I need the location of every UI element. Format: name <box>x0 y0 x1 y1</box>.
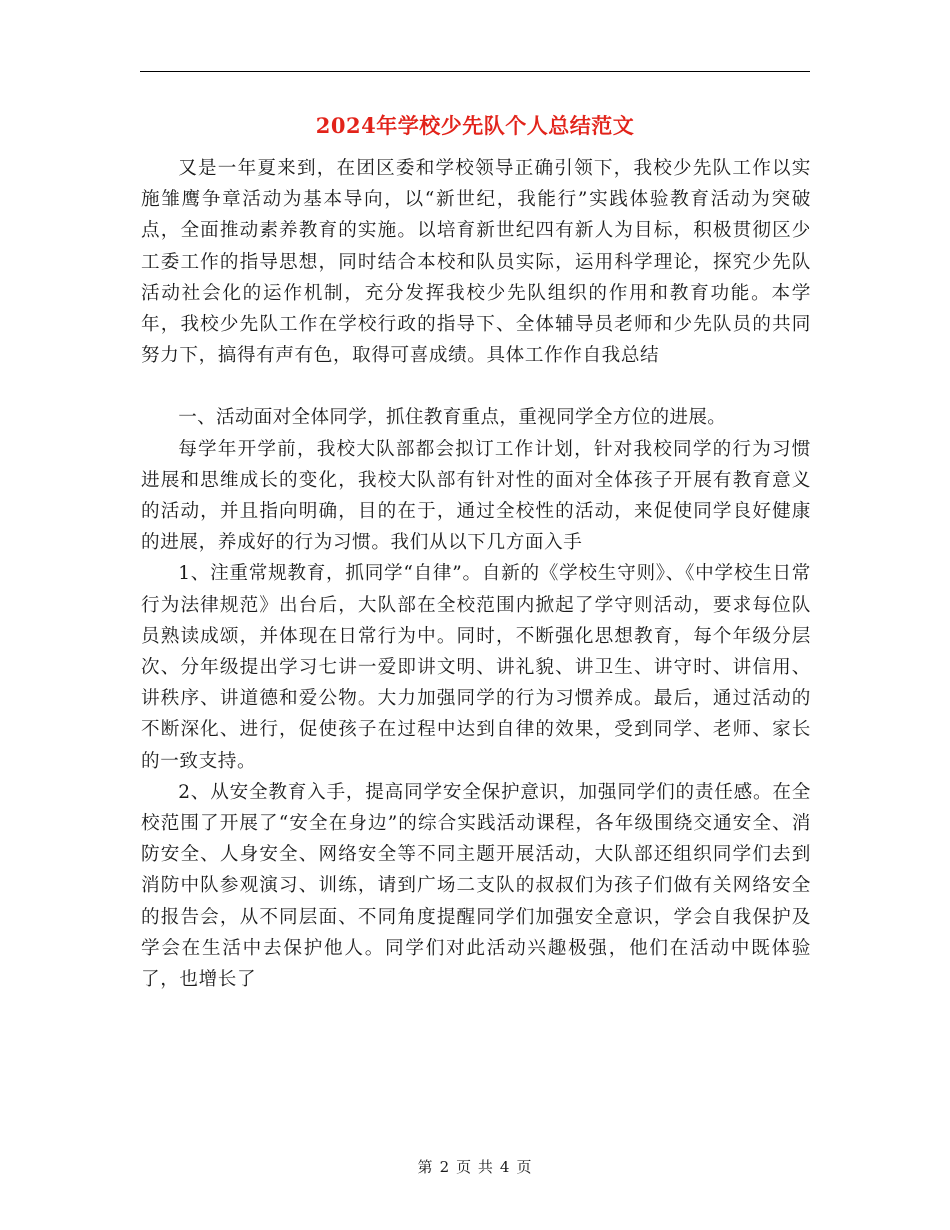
document-body <box>141 153 811 995</box>
intro-paragraph: 又是一年夏来到，在团区委和学校领导正确引领下，我校少先队工作以实施雏鹰争章活动为基本导向，以“新世纪，我能行”实践体验教育活动为突破点，全面推动素养教育的实施。以培育新世纪四有新人为目标，积极贯彻区少工委工作的指导思想，同时结合本校和队员实际，运用科学理论，探究少先队活动社会化的运作机制，充分发挥我校少先队组织的作用和教育功能。本学年，我校少先队工作在学校行政的指导下、全体辅导员老师和少先队员的共同努力下，搞得有声有色，取得可喜成绩。具体工作作自我总结 <box>141 158 811 367</box>
paragraph-spacer <box>141 371 811 402</box>
section-body-paragraph: 每学年开学前，我校大队部都会拟订工作计划，针对我校同学的行为习惯进展和思维成长的变化，我校大队部有针对性的面对全体孩子开展有教育意义的活动，并且指向明确，目的在于，通过全校性的活动，来促使同学良好健康的进展，养成好的行为习惯。我们从以下几方面入手 <box>141 438 811 554</box>
header-rule <box>140 71 810 72</box>
page-suffix: 页 <box>516 1158 533 1176</box>
page-prefix: 第 <box>417 1158 434 1176</box>
document-title: 2024年学校少先队个人总结范文 <box>315 113 635 138</box>
list-item-paragraph: 2、从安全教育入手，提高同学安全保护意识，加强同学们的责任感。在全校范围了开展了“安全在身边”的综合实践活动课程，各年级围绕交通安全、消防安全、人身安全、网络安全等不同主题开展活动，大队部还组织同学们去到消防中队参观演习、训练，请到广场二支队的叔叔们为孩子们做有关网络安全的报告会，从不同层面、不同角度提醒同学们加强安全意识，学会自我保护及学会在生活中去保护他人。同学们对此活动兴趣极强，他们在活动中既体验了，也增长了 <box>141 781 811 991</box>
list-item-paragraph: 1、注重常规教育，抓同学“自律”。自新的《学校生守则》、《中学校生日常行为法律规范》出台后，大队部在全校范围内掀起了学守则活动，要求每位队员熟读成颂，并体现在日常行为中。同时，不断强化思想教育，每个年级分层次、分年级提出学习七讲一爱即讲文明、讲礼貌、讲卫生、讲守时、讲信用、讲秩序、讲道德和爱公物。大力加强同学的行为习惯养成。最后，通过活动的不断深化、进行，促使孩子在过程中达到自律的效果，受到同学、老师、家长的一致支持。 <box>141 563 811 772</box>
section-heading: 一、活动面对全体同学，抓住教育重点，重视同学全方位的进展。 <box>178 407 727 429</box>
page-number: 2 <box>439 1158 451 1176</box>
page-footer <box>0 1156 950 1177</box>
page-mid: 页 共 <box>456 1158 494 1176</box>
page-total: 4 <box>499 1158 511 1176</box>
